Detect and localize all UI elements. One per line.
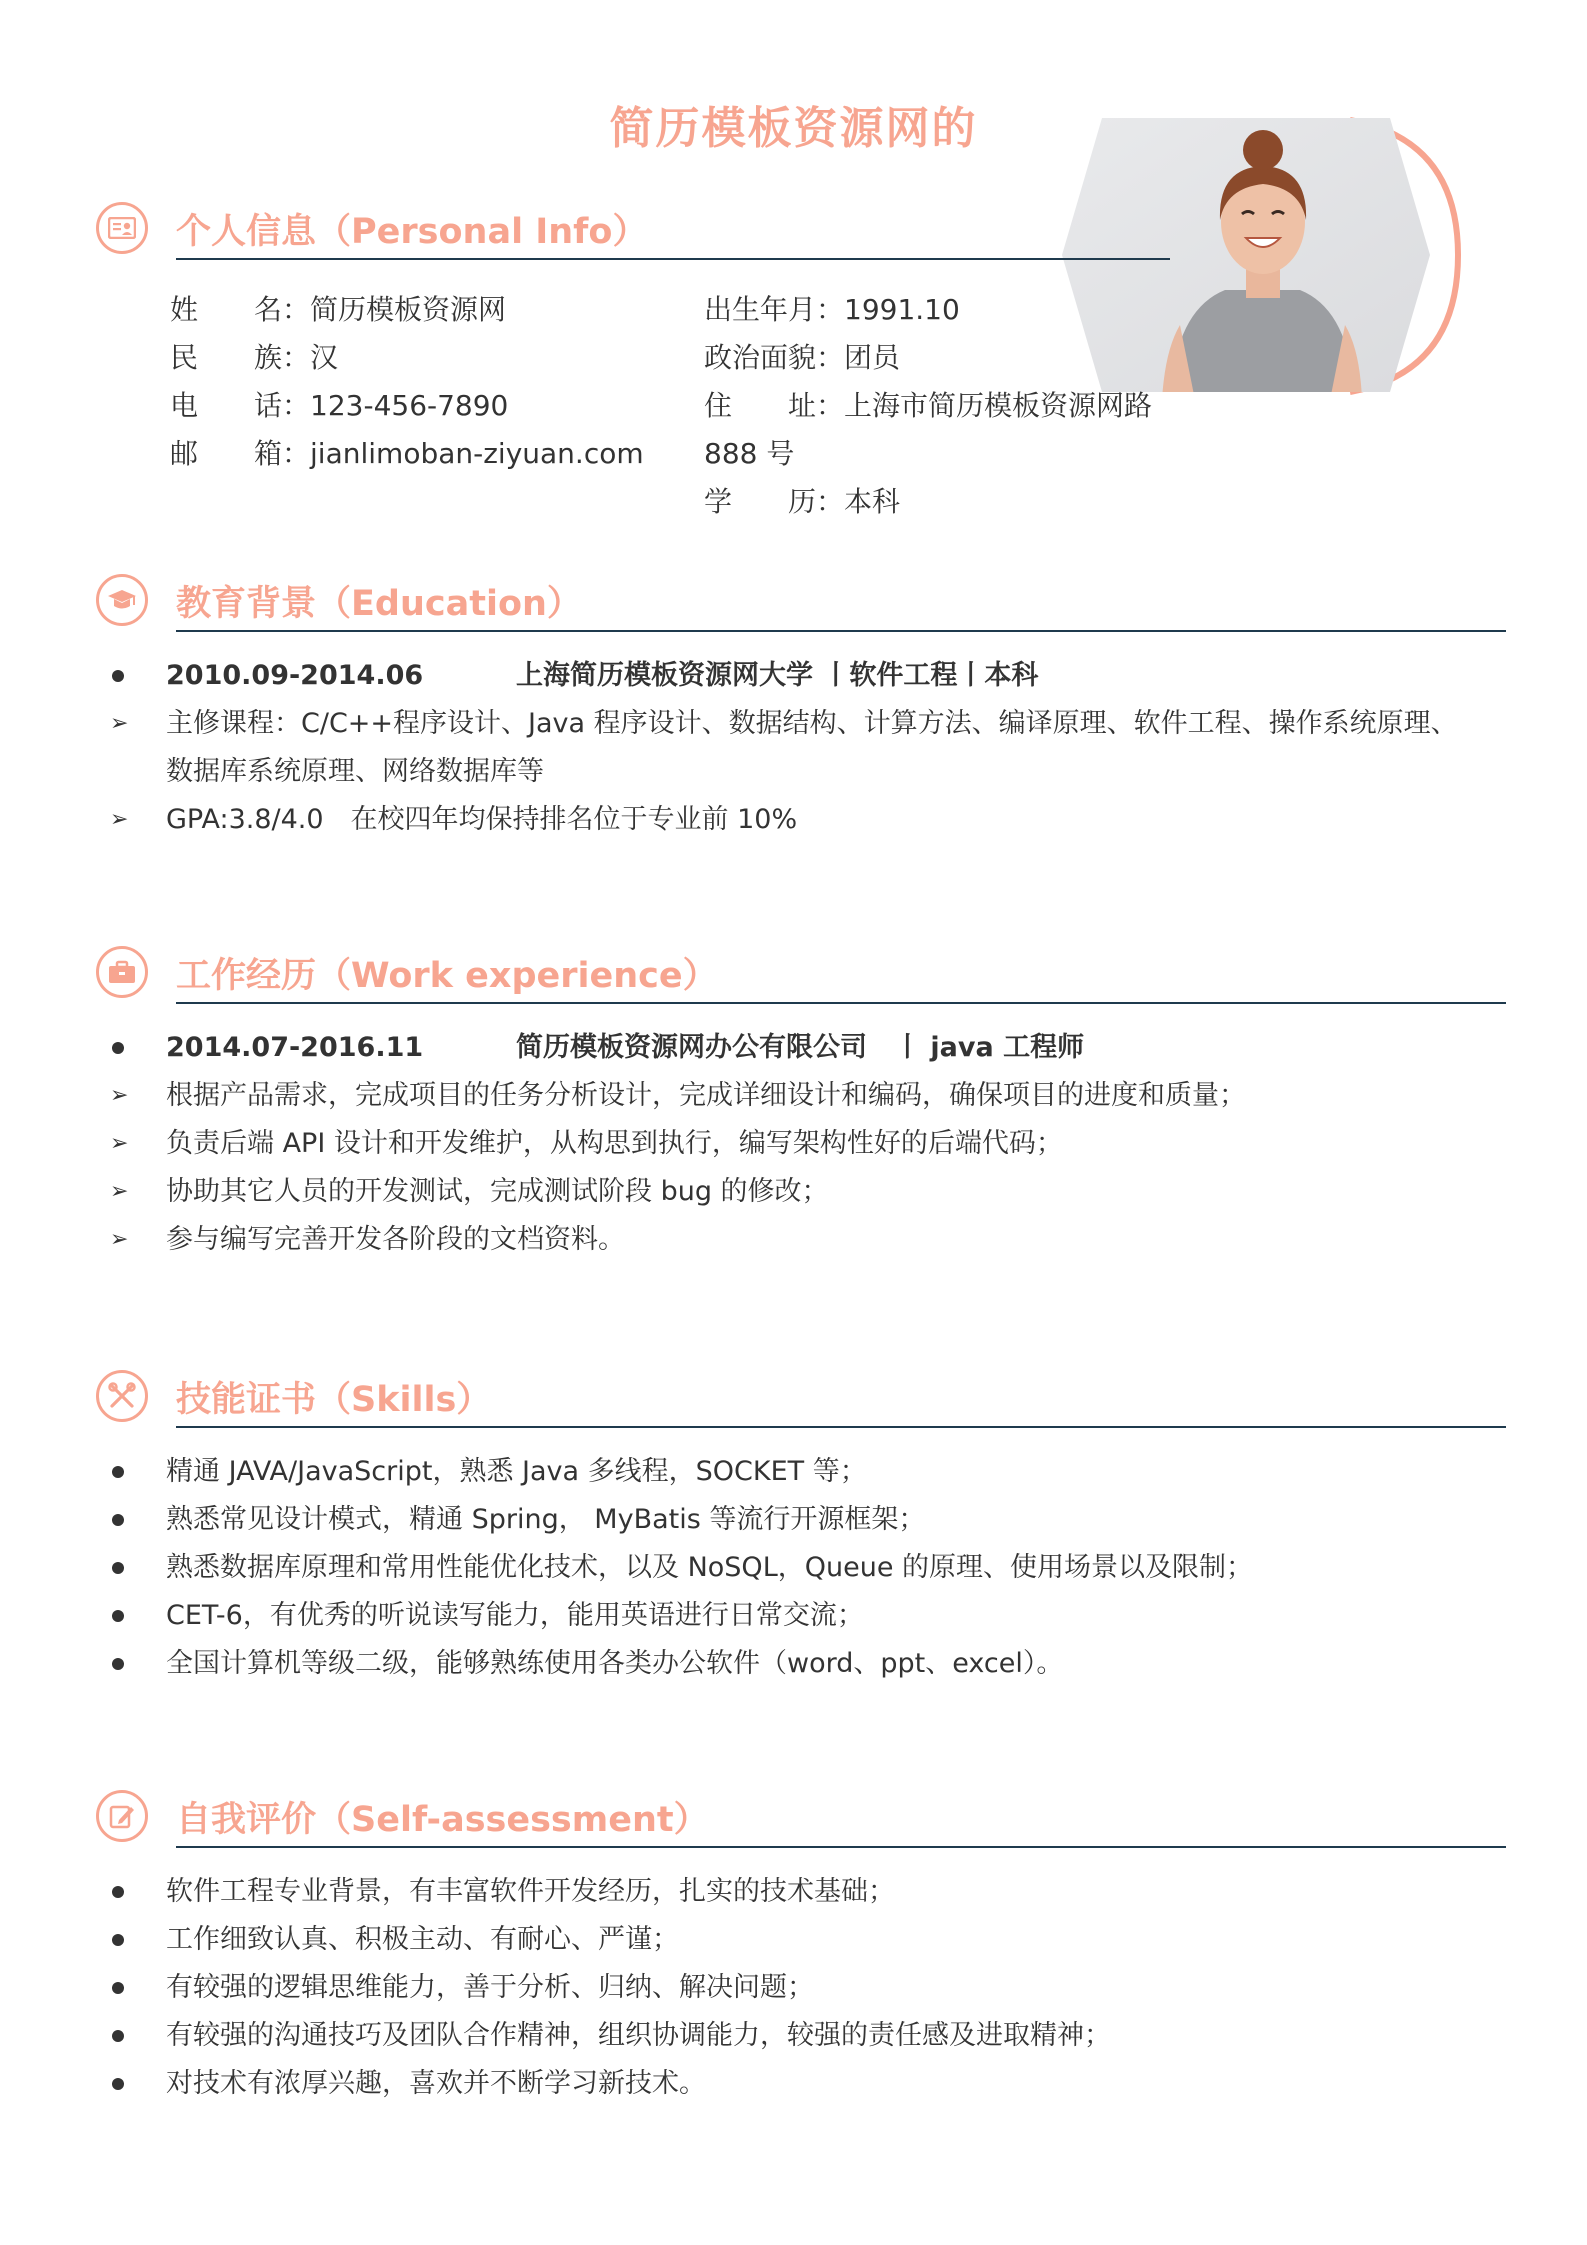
info-birth [704,290,960,330]
bullet-dot [112,2030,124,2042]
list-item [96,796,1506,844]
info-value: 本科 [844,485,901,518]
info-label: 出生年月： [704,293,845,326]
section-title: 工作经历（Work experience） [176,956,718,996]
arrow-bullet-icon: ➢ [110,711,129,736]
edit-icon [96,1790,148,1842]
info-value: jianlimoban-ziyuan.com [310,437,644,470]
skill-item: 熟悉数据库原理和常用性能优化技术，以及 NoSQL，Queue 的原理、使用场景以及限制； [166,1552,1254,1583]
info-label: 姓 名： [170,293,311,326]
info-label: 住 址： [704,389,845,422]
info-value: 汉 [310,341,339,374]
skill-item: 全国计算机等级二级，能够熟练使用各类办公软件（word、ppt、excel）。 [166,1648,1064,1679]
list-item [96,2012,1506,2060]
arrow-bullet-icon: ➢ [110,1083,129,1108]
list-item [96,2060,1506,2108]
briefcase-icon [96,946,148,998]
list-item [96,1168,1506,1216]
section-title: 教育背景（Education） [176,584,582,624]
self-item: 有较强的逻辑思维能力，善于分析、归纳、解决问题； [166,1972,814,2003]
bullet-dot [112,1934,124,1946]
info-email [170,434,644,474]
info-degree [704,482,900,522]
list-item [96,1592,1506,1640]
education-item: 主修课程：C/C++程序设计、Java 程序设计、数据结构、计算方法、编译原理、软件工程、操作系统原理、 [166,708,1458,739]
arrow-bullet-icon: ➢ [110,1179,129,1204]
education-date: 2010.09-2014.06 [166,660,424,691]
id-card-icon [96,202,148,254]
list-item [96,652,1506,700]
section-divider [176,1426,1506,1428]
bullet-dot [112,1610,124,1622]
info-address-line2 [704,434,794,474]
work-detail: 简历模板资源网办公有限公司 丨 java 工程师 [516,1032,1085,1063]
arrow-bullet-icon: ➢ [110,1131,129,1156]
section-divider [176,1846,1506,1848]
arrow-bullet-icon: ➢ [110,807,129,832]
list-item [96,1868,1506,1916]
education-item: GPA:3.8/4.0 在校四年均保持排名位于专业前 10% [166,804,798,835]
section-divider [176,258,1170,260]
list-item [96,1544,1506,1592]
info-value: 团员 [844,341,901,374]
list-item [96,1024,1506,1072]
bullet-dot [112,1886,124,1898]
bullet-dot [112,2078,124,2090]
page-title: 简历模板资源网的 [609,103,978,154]
skill-item: CET-6，有优秀的听说读写能力，能用英语进行日常交流； [166,1600,864,1631]
list-item [96,1916,1506,1964]
section-divider [176,630,1506,632]
education-item: 数据库系统原理、网络数据库等 [166,756,544,787]
self-item: 工作细致认真、积极主动、有耐心、严谨； [166,1924,679,1955]
bullet-dot [112,1562,124,1574]
section-title: 个人信息（Personal Info） [176,212,648,252]
work-item: 参与编写完善开发各阶段的文档资料。 [166,1224,625,1255]
list-item [96,700,1506,748]
list-item [96,1448,1506,1496]
info-political [704,338,900,378]
list-item [96,1964,1506,2012]
work-item: 负责后端 API 设计和开发维护，从构思到执行，编写架构性好的后端代码； [166,1128,1063,1159]
self-item: 有较强的沟通技巧及团队合作精神，组织协调能力，较强的责任感及进取精神； [166,2020,1111,2051]
section-education [96,572,1506,844]
tools-icon [96,1370,148,1422]
bullet-dot [112,1982,124,1994]
self-item: 对技术有浓厚兴趣，喜欢并不断学习新技术。 [166,2068,706,2099]
list-item [96,1216,1506,1264]
section-work [96,944,1506,1264]
info-label: 政治面貌： [704,341,845,374]
section-title: 自我评价（Self-assessment） [176,1800,709,1840]
section-self-assessment [96,1788,1506,2108]
info-value: 上海市简历模板资源网路 [844,389,1153,422]
education-detail: 上海简历模板资源网大学 丨软件工程丨本科 [516,660,1039,691]
list-item [96,748,1506,796]
info-label: 学 历： [704,485,845,518]
section-divider [176,1002,1506,1004]
work-date: 2014.07-2016.11 [166,1032,424,1063]
work-item: 根据产品需求，完成项目的任务分析设计，完成详细设计和编码，确保项目的进度和质量； [166,1080,1246,1111]
list-item [96,1120,1506,1168]
bullet-dot [112,670,124,682]
info-label: 电 话： [170,389,311,422]
work-item: 协助其它人员的开发测试，完成测试阶段 bug 的修改； [166,1176,829,1207]
info-value: 简历模板资源网 [310,293,507,326]
info-value: 888 号 [704,437,795,470]
arrow-bullet-icon: ➢ [110,1227,129,1252]
info-value: 1991.10 [844,293,960,326]
info-label: 民 族： [170,341,311,374]
section-personal [96,200,1506,272]
info-phone [170,386,508,426]
bullet-dot [112,1514,124,1526]
info-value: 123-456-7890 [310,389,509,422]
info-label: 邮 箱： [170,437,311,470]
list-item [96,1496,1506,1544]
info-address [704,386,1152,426]
info-ethnicity [170,338,338,378]
info-name [170,290,506,330]
skill-item: 精通 JAVA/JavaScript，熟悉 Java 多线程，SOCKET 等； [166,1456,867,1487]
bullet-dot [112,1042,124,1054]
bullet-dot [112,1658,124,1670]
bullet-dot [112,1466,124,1478]
section-title: 技能证书（Skills） [176,1380,492,1420]
graduation-cap-icon [96,574,148,626]
skill-item: 熟悉常见设计模式，精通 Spring， MyBatis 等流行开源框架； [166,1504,926,1535]
section-skills [96,1368,1506,1688]
list-item [96,1072,1506,1120]
list-item [96,1640,1506,1688]
self-item: 软件工程专业背景，有丰富软件开发经历，扎实的技术基础； [166,1876,895,1907]
